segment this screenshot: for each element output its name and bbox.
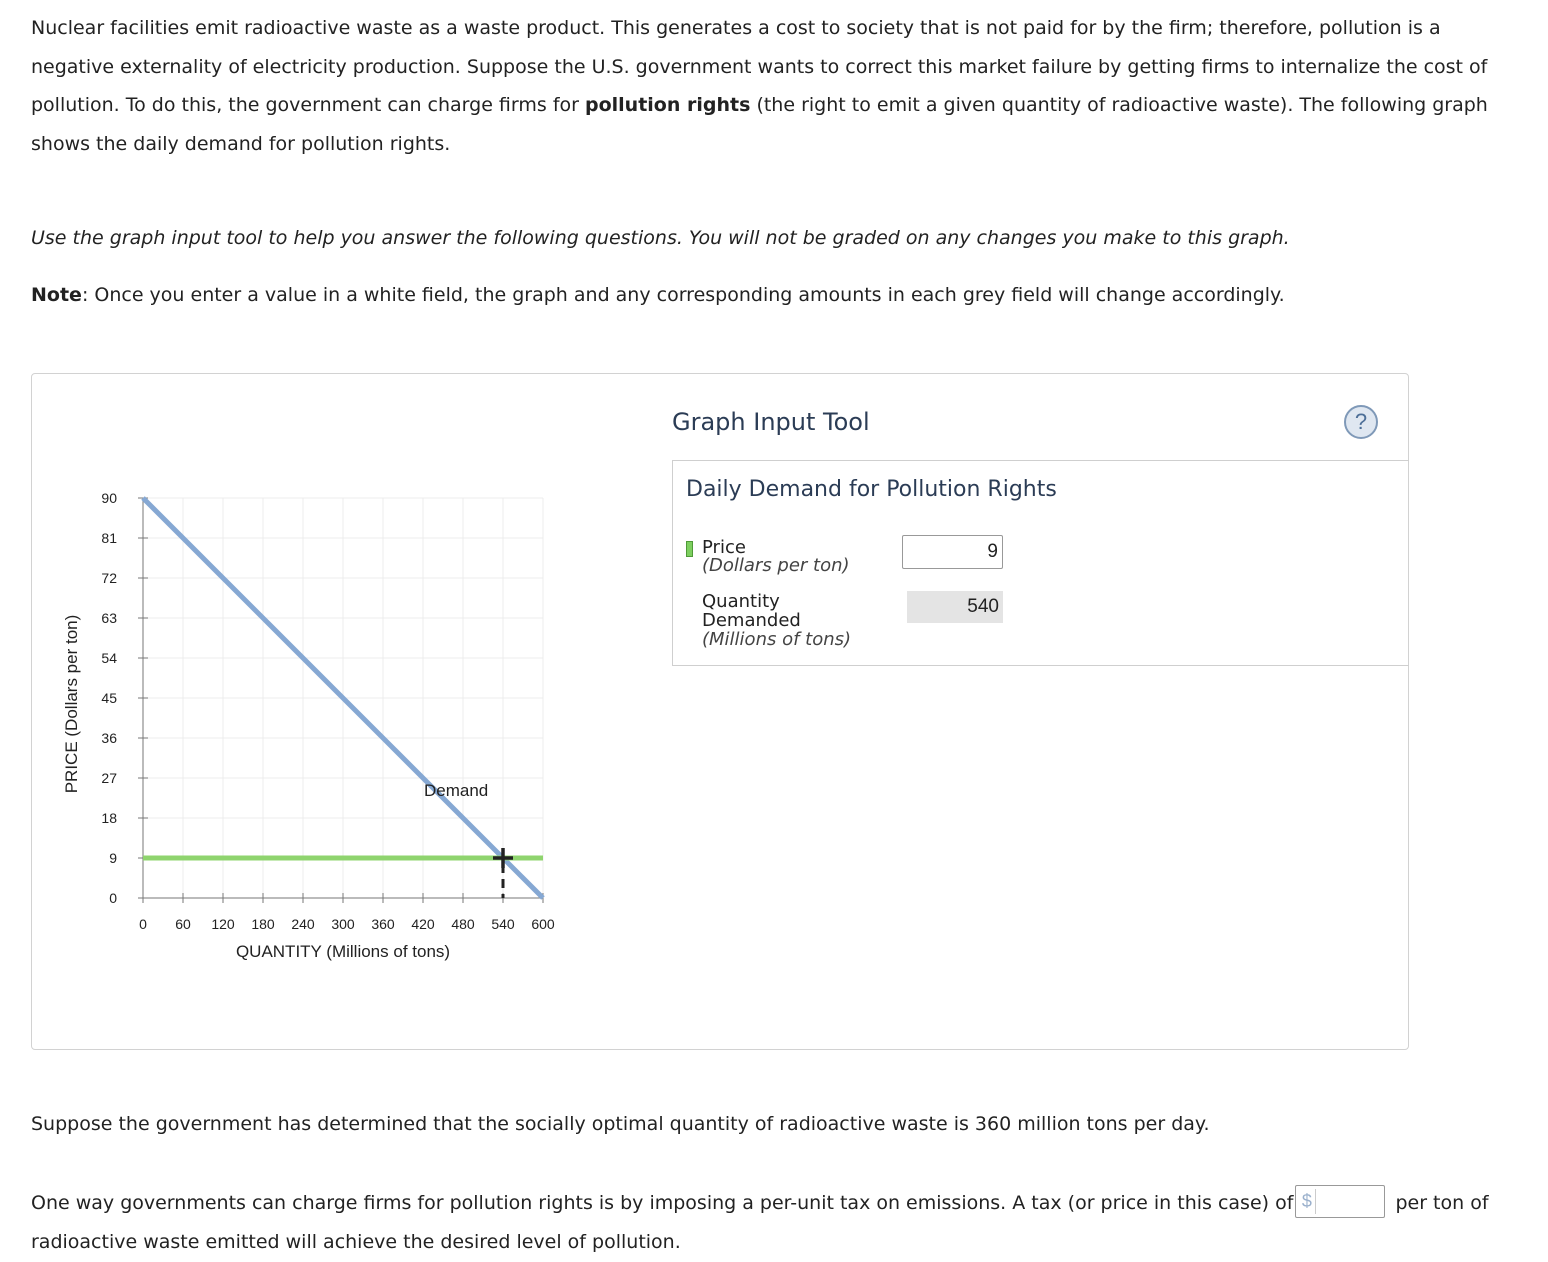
y-tick-label: 45 [101, 690, 117, 706]
price-label: Price [702, 537, 746, 558]
x-tick-label: 0 [139, 916, 147, 932]
x-tick-label: 540 [491, 916, 515, 932]
y-tick-label: 9 [109, 850, 117, 866]
intro-bold-term: pollution rights [585, 94, 751, 116]
help-icon[interactable]: ? [1344, 405, 1378, 439]
x-tick-label: 300 [331, 916, 355, 932]
price-input[interactable] [902, 535, 1003, 569]
quantity-demanded-label: Demanded [702, 610, 801, 631]
demand-chart[interactable] [32, 374, 652, 1014]
y-axis-title: PRICE (Dollars per ton) [62, 614, 81, 794]
dollar-sign: $ [1298, 1189, 1316, 1214]
y-tick-label: 54 [101, 650, 117, 666]
graph-input-tool-box [672, 460, 1409, 666]
x-tick-label: 480 [451, 916, 475, 932]
question-text-1: One way governments can charge firms for pollution rights is by imposing a per-unit tax on emissions. A tax (or price in this case) of [31, 1192, 1294, 1214]
graph-input-tool-title: Graph Input Tool [672, 408, 870, 436]
tax-answer-field[interactable] [1295, 1185, 1385, 1218]
x-axis-title: QUANTITY (Millions of tons) [235, 942, 451, 961]
quantity-label: Quantity [702, 591, 780, 612]
instruction-text: Use the graph input tool to help you answer the following questions. You will not be graded on any changes you make to this graph. [31, 227, 1290, 249]
intro-paragraph [31, 9, 1511, 163]
tool-subtitle: Daily Demand for Pollution Rights [686, 477, 1057, 502]
y-tick-label: 81 [101, 530, 117, 546]
note-text [31, 284, 1285, 306]
graph-panel [31, 373, 1409, 1050]
y-tick-label: 72 [101, 570, 117, 586]
y-tick-label: 90 [101, 490, 117, 506]
y-tick-label: 63 [101, 610, 117, 626]
intro-text-1: Nuclear facilities emit radioactive waste as a waste product. This generates a cost to society that is not paid for by the firm; therefore, pollution is a negative externality of electricity production. Suppose the U.S. government wants to correct this market failure by getting firms to internalize the cost of pollution. To do this, the government can charge firms for [31, 17, 1488, 116]
question-text-2: per ton of radioactive waste emitted will achieve the desired level of pollution. [31, 1192, 1489, 1253]
x-tick-label: 600 [531, 916, 555, 932]
x-tick-label: 180 [251, 916, 275, 932]
quantity-demanded-field: 540 [907, 591, 1003, 623]
quantity-unit-label: (Millions of tons) [702, 629, 852, 650]
question-setup: Suppose the government has determined that the socially optimal quantity of radioactive waste is 360 million tons per day. [31, 1113, 1210, 1135]
note-label: Note [31, 284, 82, 306]
y-tick-label: 18 [101, 810, 117, 826]
tax-answer-input[interactable] [1318, 1187, 1386, 1218]
y-tick-label: 36 [101, 730, 117, 746]
intro-text-2: (the right to emit a given quantity of radioactive waste). The following graph shows the daily demand for pollution rights. [31, 94, 1488, 155]
note-body: : Once you enter a value in a white field, the graph and any corresponding amounts in each grey field will change accordingly. [81, 284, 1285, 306]
question-paragraph [31, 1184, 1531, 1261]
price-unit-label: (Dollars per ton) [702, 555, 850, 576]
x-tick-label: 60 [175, 916, 191, 932]
x-tick-label: 240 [291, 916, 315, 932]
y-tick-label: 0 [109, 890, 117, 906]
price-line-swatch-icon [686, 541, 693, 557]
x-tick-label: 120 [211, 916, 235, 932]
demand-label: Demand [424, 781, 489, 800]
x-tick-label: 420 [411, 916, 435, 932]
y-tick-label: 27 [101, 770, 117, 786]
x-tick-label: 360 [371, 916, 395, 932]
